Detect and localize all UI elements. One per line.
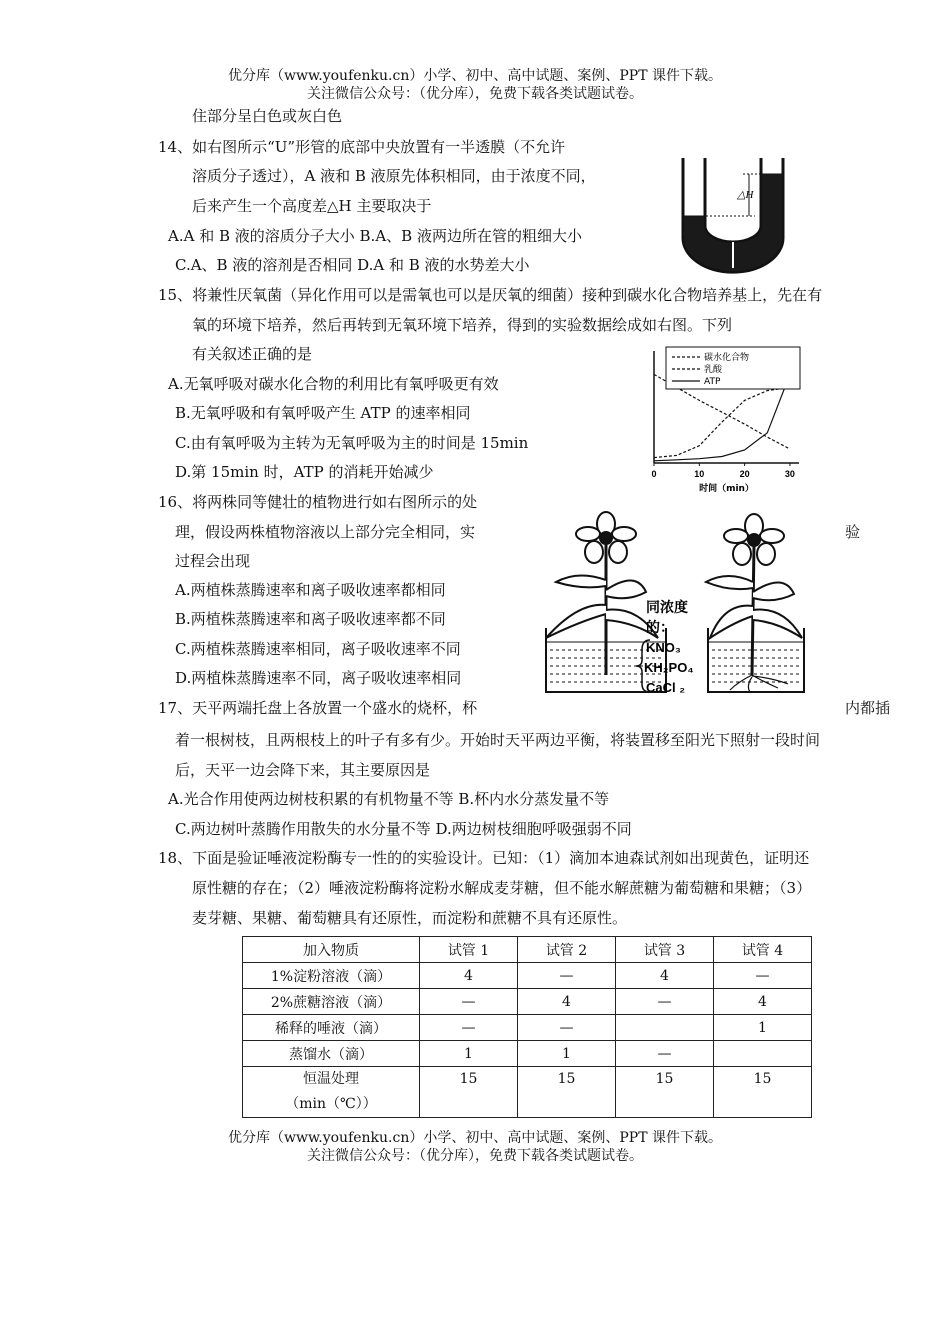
q14-options-ab: A.A 和 B 液的溶质分子大小 B.A、B 液两边所在管的粗细大小 [168, 227, 582, 245]
table-cell: — [616, 1041, 714, 1067]
table-cell: 稀释的唾液（滴） [243, 1015, 420, 1041]
q14-options-cd: C.A、B 液的溶剂是否相同 D.A 和 B 液的水势差大小 [175, 256, 530, 274]
q18-line1: 18、下面是验证唾液淀粉酶专一性的的实验设计。已知：（1）滴加本迪森试剂如出现黄色，证明还 [158, 849, 810, 867]
table-cell: 4 [616, 963, 714, 989]
q16-line2b: 验 [845, 523, 861, 541]
q16-option-c: C.两植株蒸腾速率相同，离子吸收速率不同 [175, 640, 461, 658]
q16-line3: 过程会出现 [175, 552, 251, 570]
q17-options-ab: A.光合作用使两边树枝积累的有机物量不等 B.杯内水分蒸发量不等 [168, 790, 610, 808]
table-header-cell: 试管 4 [714, 937, 812, 963]
respiration-line-chart [640, 345, 805, 497]
watermark-header-line1: 优分库（www.youfenku.cn）小学、初中、高中试题、案例、PPT 课件下载。 [227, 68, 722, 84]
series-line-乳酸 [654, 387, 790, 457]
table-header-cell: 试管 1 [420, 937, 518, 963]
salt-cacl2: CaCl ₂ [646, 680, 686, 695]
table-cell: — [518, 963, 616, 989]
table-cell: 1 [518, 1041, 616, 1067]
legend-label: 乳酸 [704, 365, 723, 375]
table-cell: 2%蔗糖溶液（滴） [243, 989, 420, 1015]
table-header-cell: 试管 3 [616, 937, 714, 963]
q16-line1: 16、将两株同等健壮的植物进行如右图所示的处 [158, 493, 478, 511]
watermark-footer-line2: 关注微信公众号：（优分库），免费下载各类试题试卷。 [307, 1148, 643, 1164]
q16-option-b: B.两植株蒸腾速率和离子吸收速率都不同 [175, 610, 446, 628]
table-row [243, 1041, 812, 1067]
table-header-cell: 加入物质 [243, 937, 420, 963]
q15-line1: 15、将兼性厌氧菌（异化作用可以是需氧也可以是厌氧的细菌）接种到碳水化合物培养基上，先在有 [158, 286, 823, 304]
delta-h-label: △H [737, 189, 754, 201]
q16-option-a: A.两植株蒸腾速率和离子吸收速率都相同 [175, 581, 446, 599]
x-tick-label: 10 [694, 469, 705, 479]
table-cell: 1 [714, 1015, 812, 1041]
table-cell [714, 1041, 812, 1067]
legend-label: 碳水化合物 [704, 353, 750, 363]
legend-label: ATP [704, 377, 721, 387]
x-tick-label: 0 [651, 469, 657, 479]
q17-line2: 着一根树枝，且两根枝上的叶子有多有少。开始时天平两边平衡，将装置移至阳光下照射一段时间 [175, 731, 821, 749]
table-cell: — [616, 989, 714, 1015]
x-axis-label: 时间（min） [699, 484, 754, 494]
table-cell: — [420, 989, 518, 1015]
u-tube-figure [675, 150, 793, 274]
salt-kh2po4: KH₂PO₄ [644, 660, 694, 675]
fig-label-of: 的： [646, 619, 674, 635]
table-row [243, 963, 812, 989]
q16-line2a: 理，假设两株植物溶液以上部分完全相同，实 [175, 523, 476, 541]
table-cell: 15 [518, 1067, 616, 1118]
q14-line2: 溶质分子透过），A 液和 B 液原先体积相同，由于浓度不同， [192, 167, 596, 185]
table-header-row [243, 937, 812, 963]
table-cell: — [420, 1015, 518, 1041]
table-cell: — [518, 1015, 616, 1041]
table-row [243, 1015, 812, 1041]
table-cell: 4 [714, 989, 812, 1015]
temp-label-line1: 恒温处理 [303, 1071, 359, 1087]
q16-option-d: D.两植株蒸腾速率不同，离子吸收速率相同 [175, 669, 462, 687]
table-cell: 15 [616, 1067, 714, 1118]
two-plants-figure [538, 510, 808, 700]
table-cell: 蒸馏水（滴） [243, 1041, 420, 1067]
temp-label-line2: （min（℃）） [285, 1096, 377, 1112]
q15-line2: 氧的环境下培养，然后再转到无氧环境下培养，得到的实验数据绘成如右图。下列 [192, 316, 733, 334]
table-header-cell: 试管 2 [518, 937, 616, 963]
q15-option-a: A.无氧呼吸对碳水化合物的利用比有氧呼吸更有效 [168, 375, 499, 393]
q14-line3: 后来产生一个高度差△H 主要取决于 [192, 197, 432, 215]
table-cell: 1%淀粉溶液（滴） [243, 963, 420, 989]
q15-option-d: D.第 15min 时，ATP 的消耗开始减少 [175, 463, 434, 481]
q15-option-b: B.无氧呼吸和有氧呼吸产生 ATP 的速率相同 [175, 404, 471, 422]
table-cell [616, 1015, 714, 1041]
x-tick-label: 20 [739, 469, 750, 479]
table-cell: 4 [518, 989, 616, 1015]
q17-line1a: 17、天平两端托盘上各放置一个盛水的烧杯，杯 [158, 699, 478, 717]
table-row [243, 1067, 812, 1118]
table-cell: 4 [420, 963, 518, 989]
table-cell: 1 [420, 1041, 518, 1067]
table-row [243, 989, 812, 1015]
q14-line1: 14、如右图所示“U”形管的底部中央放置有一半透膜（不允许 [158, 138, 566, 156]
fig-label-same-conc: 同浓度 [646, 599, 688, 615]
q17-line3: 后，天平一边会降下来，其主要原因是 [175, 761, 431, 779]
table-cell: — [714, 963, 812, 989]
carryover-text: 住部分呈白色或灰白色 [192, 107, 343, 125]
q18-line3: 麦芽糖、果糖、葡萄糖具有还原性，而淀粉和蔗糖不具有还原性。 [192, 909, 628, 927]
salt-kno3: KNO₃ [646, 640, 681, 655]
experiment-table [242, 936, 812, 1118]
q17-line1b: 内都插 [845, 699, 891, 717]
table-cell: 15 [714, 1067, 812, 1118]
table-cell: 15 [420, 1067, 518, 1118]
watermark-header-line2: 关注微信公众号：（优分库），免费下载各类试题试卷。 [307, 86, 643, 102]
q18-line2: 原性糖的存在；（2）唾液淀粉酶将淀粉水解成麦芽糖，但不能水解蔗糖为葡萄糖和果糖；（3） [192, 879, 812, 897]
q15-line3: 有关叙述正确的是 [192, 345, 313, 363]
q15-option-c: C.由有氧呼吸为主转为无氧呼吸为主的时间是 15min [175, 434, 529, 452]
q17-options-cd: C.两边树叶蒸腾作用散失的水分量不等 D.两边树枝细胞呼吸强弱不同 [175, 820, 632, 838]
table-cell [243, 1067, 420, 1118]
watermark-footer-line1: 优分库（www.youfenku.cn）小学、初中、高中试题、案例、PPT 课件下载。 [227, 1130, 722, 1146]
x-tick-label: 30 [784, 469, 795, 479]
